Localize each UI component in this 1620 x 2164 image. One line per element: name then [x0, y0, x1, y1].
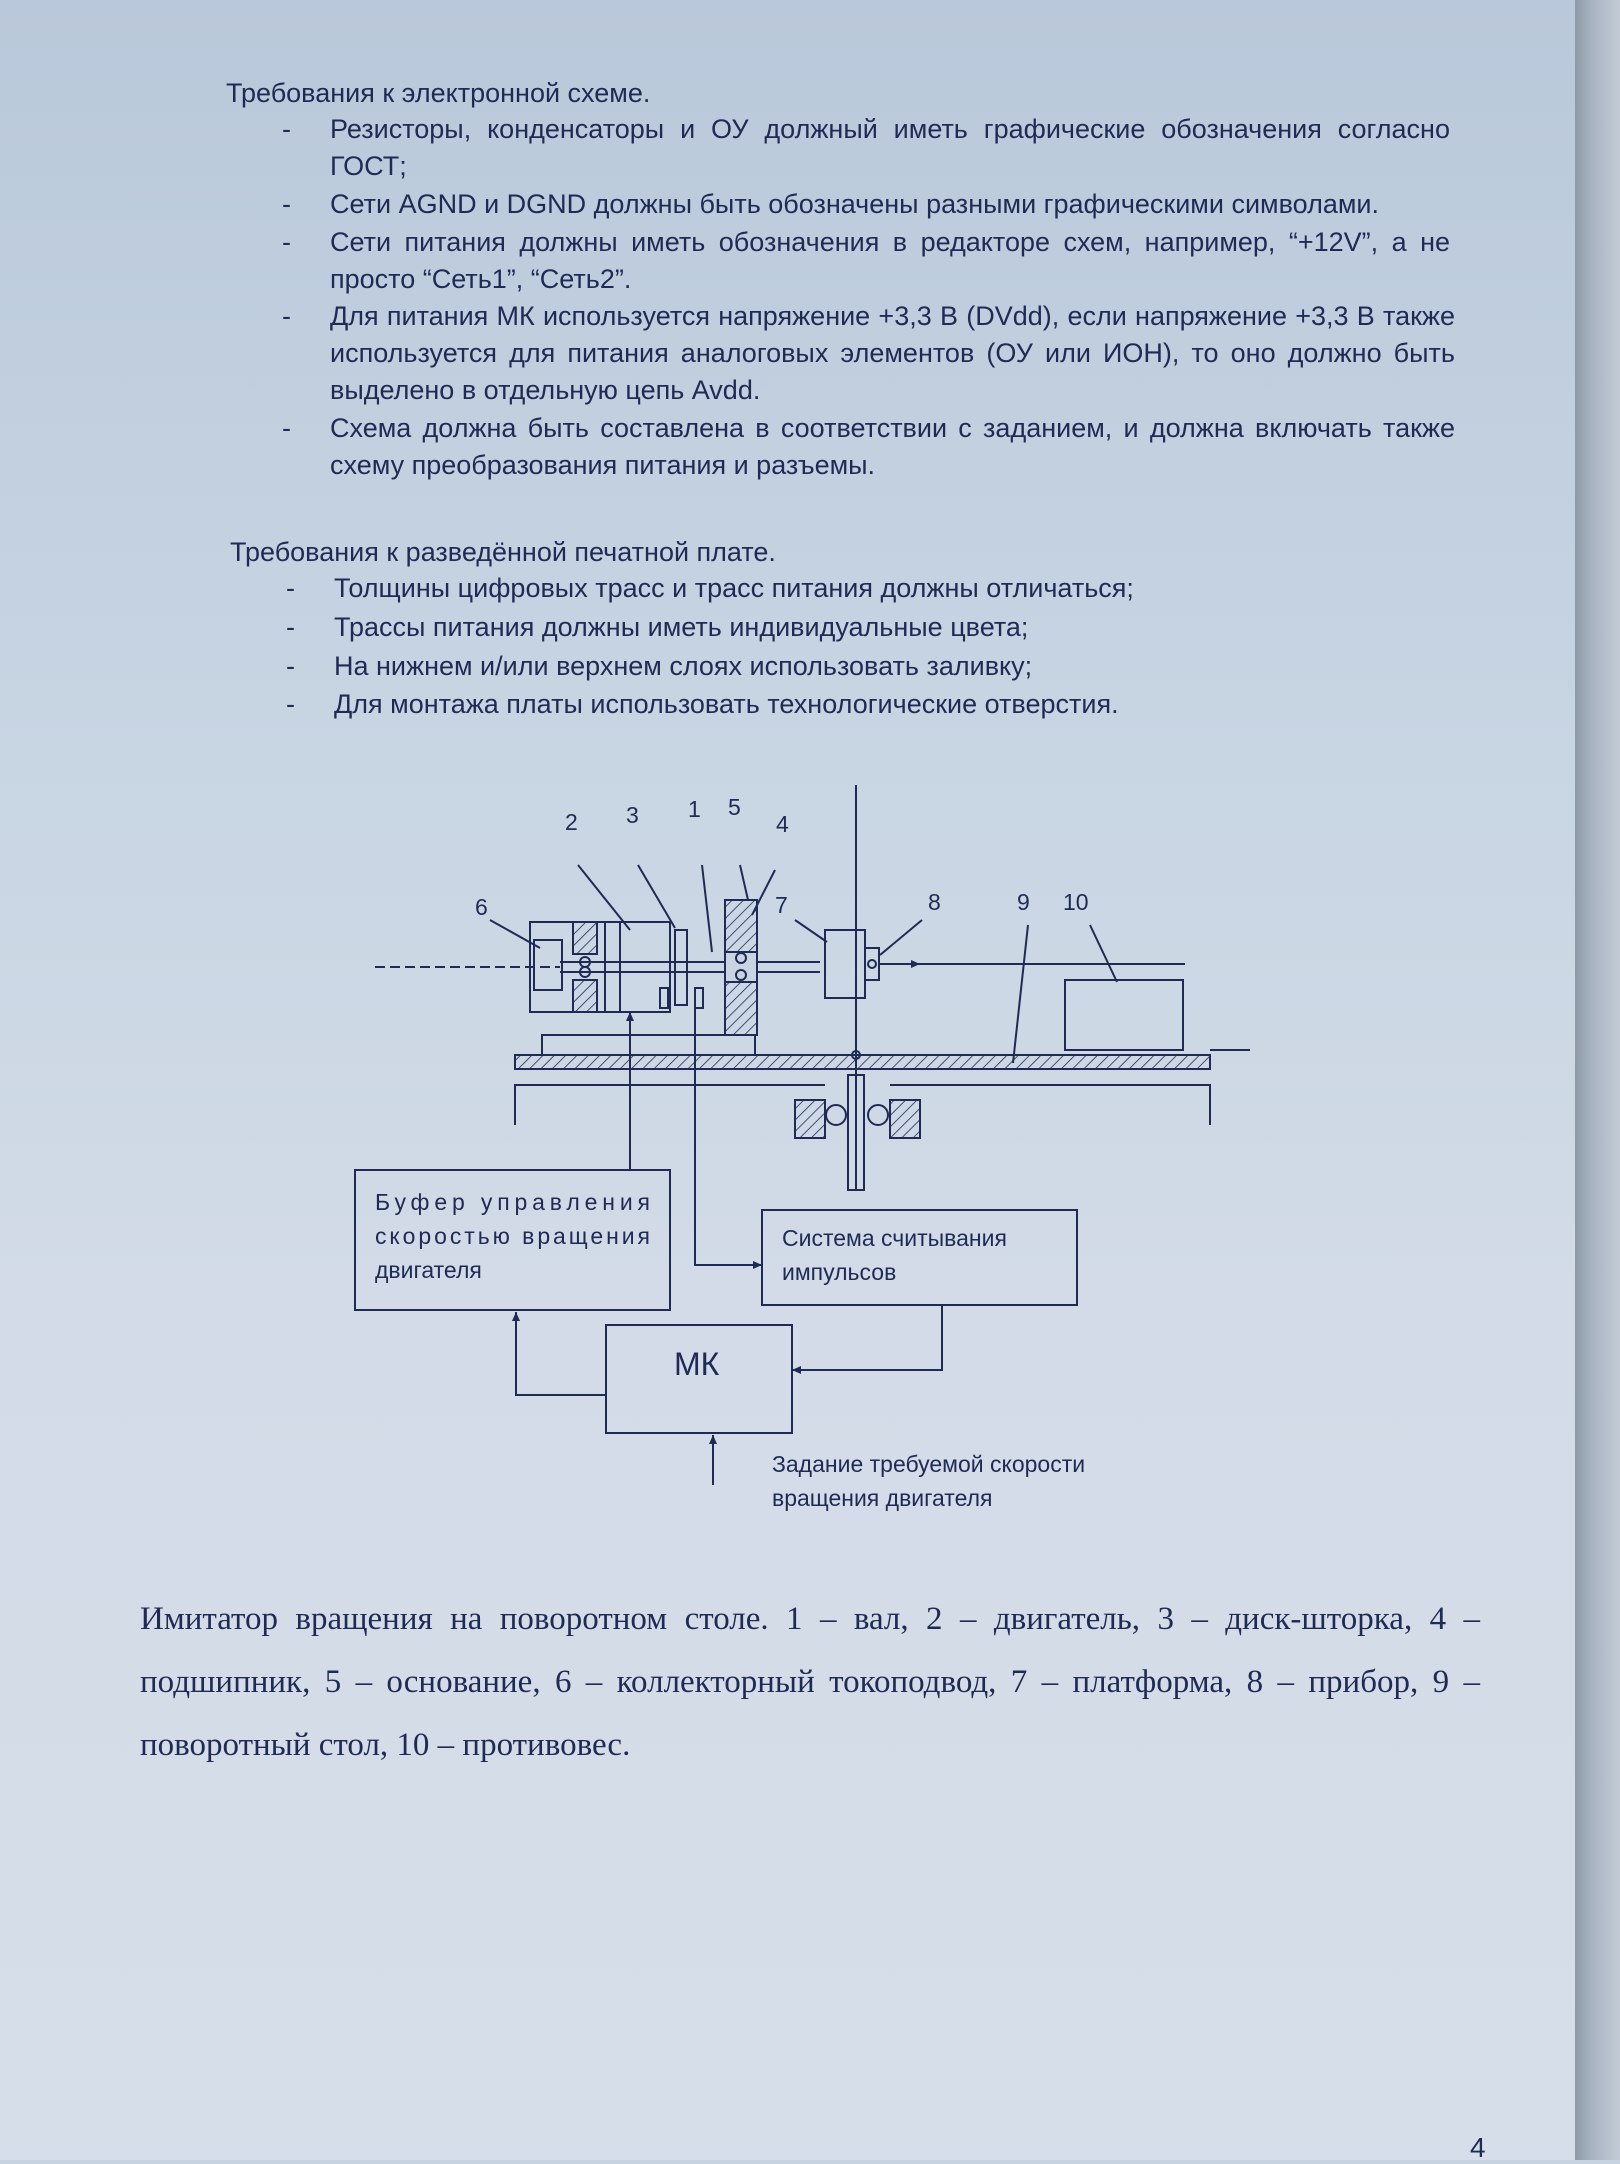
electronic-item-5 — [282, 410, 1455, 484]
pcb-item-1-text: Толщины цифровых трасс и трасс питания должны отличаться; — [334, 573, 1134, 603]
bullet-dash: - — [282, 227, 291, 257]
page-edge — [1575, 0, 1620, 2160]
rotation-simulator-diagram — [330, 770, 1260, 1550]
pivot-bearing-right — [890, 1100, 920, 1138]
mk-to-buffer-wire — [516, 1315, 606, 1395]
counterweight — [1065, 980, 1183, 1050]
callout-10: 10 — [1063, 889, 1089, 915]
frame-left — [515, 1085, 825, 1125]
callout-labels — [475, 794, 1089, 920]
electronic-item-4 — [282, 298, 1455, 409]
bearing-gap — [725, 952, 757, 982]
bullet-dash: - — [286, 689, 295, 719]
block-labels — [375, 1189, 1085, 1511]
callout-8: 8 — [928, 889, 941, 915]
rotary-table — [515, 1055, 1210, 1069]
electronic-requirements-title: Требования к электронной схеме. — [226, 78, 651, 108]
electronic-item-4-text: Для питания МК используется напряжение +3,3 В (DVdd), если напряжение +3,3 В также используется для питания аналоговых элементов (ОУ или ИОН), то оно должно быть выделено в отдельную цепь Avdd. — [330, 301, 1455, 405]
motor-housing — [530, 922, 670, 1012]
motor-support — [542, 1035, 755, 1055]
reader-line-1: Система считывания — [782, 1225, 1007, 1251]
callout-5: 5 — [728, 794, 741, 820]
leader-1 — [702, 865, 712, 952]
bullet-dash: - — [282, 189, 291, 219]
buffer-line-3: двигателя — [375, 1257, 482, 1283]
frame-right — [890, 1085, 1210, 1125]
sensor-right — [695, 988, 703, 1008]
pcb-item-3 — [286, 648, 1434, 685]
electronic-item-3 — [282, 224, 1450, 298]
leader-2 — [578, 865, 630, 930]
sensor-left — [660, 988, 668, 1008]
leader-3 — [638, 865, 675, 928]
pivot-bearing-left — [795, 1100, 825, 1138]
pcb-item-2-text: Трассы питания должны иметь индивидуальные цвета; — [334, 612, 1029, 642]
electronic-item-2 — [282, 186, 1450, 223]
callout-3: 3 — [626, 802, 639, 828]
bullet-dash: - — [282, 301, 291, 331]
leader-5 — [740, 865, 748, 900]
leader-6 — [490, 920, 540, 948]
electronic-item-1 — [282, 111, 1450, 185]
motor-hatch-top — [573, 922, 597, 954]
motor-hatch-bottom — [573, 980, 597, 1012]
electronic-item-3-text: Сети питания должны иметь обозначения в редакторе схем, например, “+12V”, а не просто “Сеть1”, “Сеть2”. — [330, 227, 1450, 294]
instrument-center — [868, 960, 876, 968]
callout-6: 6 — [475, 894, 488, 920]
leader-9 — [1013, 925, 1028, 1063]
input-line-2: вращения двигателя — [772, 1485, 993, 1511]
pcb-item-4-text: Для монтажа платы использовать технологические отверстия. — [334, 689, 1119, 719]
bullet-dash: - — [282, 413, 291, 443]
pivot-ball-right — [868, 1105, 888, 1125]
pcb-item-3-text: На нижнем и/или верхнем слоях использовать заливку; — [334, 651, 1033, 681]
leader-10 — [1090, 925, 1117, 982]
pivot-ball-left — [826, 1105, 846, 1125]
leader-7 — [795, 920, 827, 942]
mechanism-drawing — [355, 785, 1250, 1485]
callout-9: 9 — [1017, 889, 1030, 915]
electronic-item-2-text: Сети AGND и DGND должны быть обозначены разными графическими символами. — [330, 189, 1379, 219]
bullet-dash: - — [286, 573, 295, 603]
bullet-dash: - — [286, 651, 295, 681]
page-number: 4 — [1470, 2132, 1486, 2163]
bullet-dash: - — [282, 114, 291, 144]
reader-to-mk-wire — [795, 1305, 942, 1370]
callout-2: 2 — [565, 809, 578, 835]
callout-7: 7 — [775, 892, 788, 918]
pcb-requirements-title: Требования к разведённой печатной плате. — [230, 537, 776, 567]
callout-1: 1 — [688, 796, 701, 822]
leader-8 — [880, 920, 922, 955]
electronic-item-1-text: Резисторы, конденсаторы и ОУ должный иметь графические обозначения согласно ГОСТ; — [330, 114, 1450, 181]
reader-line-2: импульсов — [782, 1259, 897, 1285]
sensor-to-reader-wire — [695, 1008, 760, 1265]
figure-caption: Имитатор вращения на поворотном столе. 1 – вал, 2 – двигатель, 3 – диск-шторка, 4 – подшипник, 5 – основание, 6 – коллекторный токоподвод, 7 – платформа, 8 – прибор, 9 – поворотный стол, 10 – противовес. — [140, 1601, 1480, 1763]
pcb-item-4 — [286, 686, 1434, 723]
mk-label: МК — [674, 1346, 720, 1382]
input-line-1: Задание требуемой скорости — [772, 1451, 1086, 1477]
callout-4: 4 — [776, 811, 789, 837]
pcb-item-2 — [286, 609, 1434, 646]
disk-shutter — [675, 930, 687, 1005]
bullet-dash: - — [286, 612, 295, 642]
buffer-line-2: скоростью вращения — [375, 1223, 650, 1249]
buffer-line-1: Буфер управления — [375, 1189, 650, 1215]
pcb-item-1 — [286, 570, 1434, 607]
leader-4 — [752, 870, 775, 915]
platform — [825, 930, 865, 998]
electronic-item-5-text: Схема должна быть составлена в соответствии с заданием, и должна включать также схему преобразования питания и разъемы. — [330, 413, 1455, 480]
